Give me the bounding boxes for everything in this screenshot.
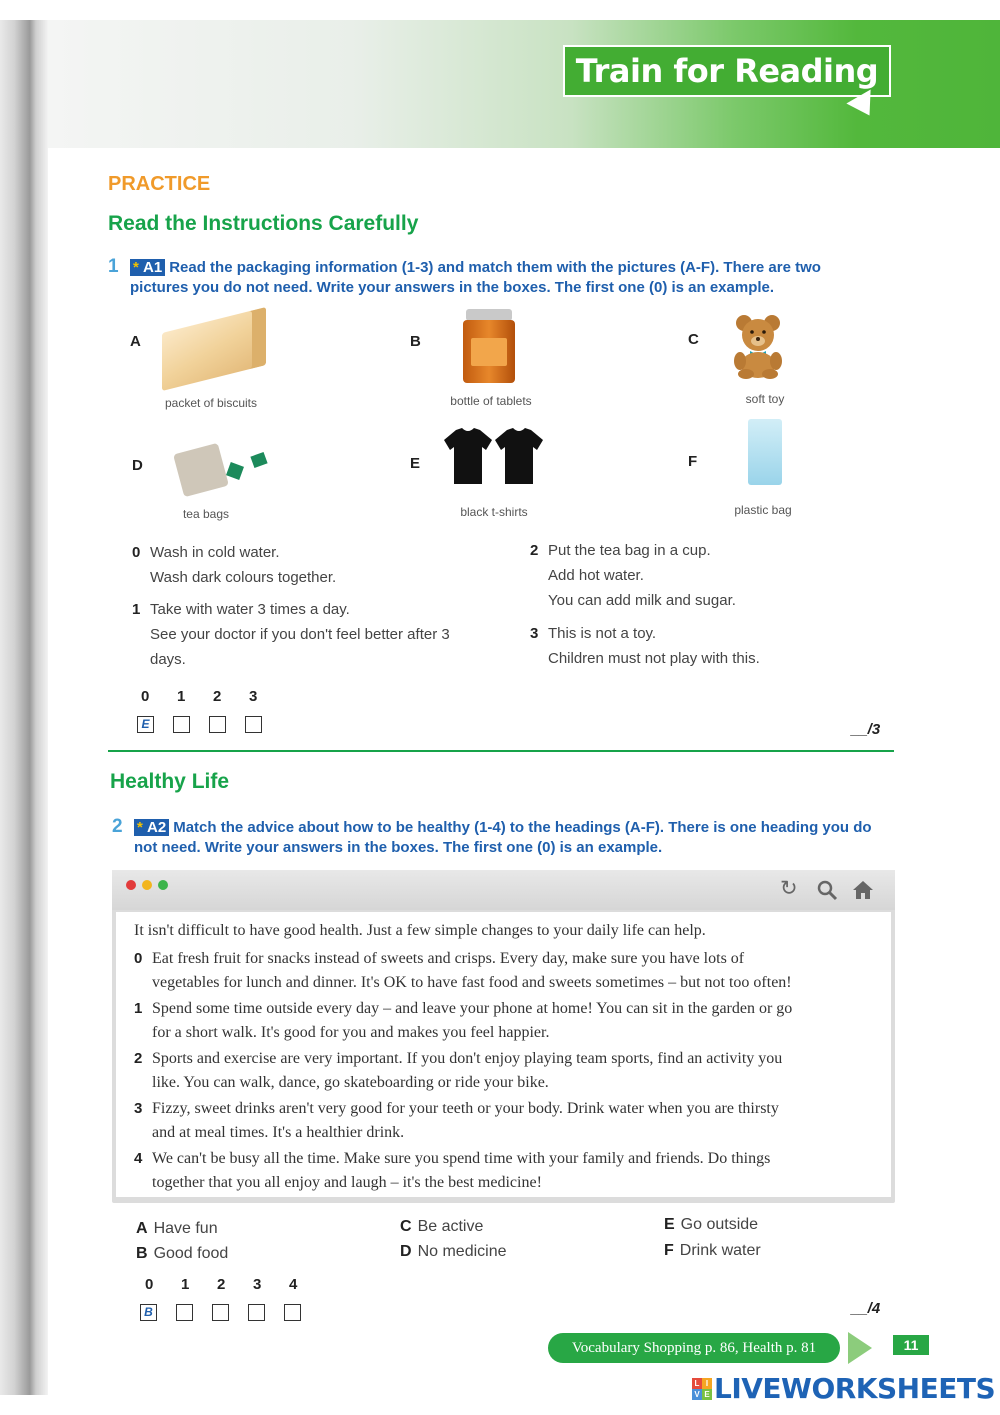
bottle-label	[471, 338, 507, 366]
page-top-margin	[0, 0, 1000, 20]
answer-box-1[interactable]	[176, 1304, 193, 1321]
picture-caption-d: tea bags	[182, 507, 230, 521]
advice-0: 0 Eat fresh fruit for snacks instead of sweets and crisps. Every day, make sure you have lots of vegetables for lunch and dinner. It's OK to have fast food and sweets sometimes – but not too often!	[134, 950, 792, 991]
biscuits-picture	[162, 307, 266, 391]
home-icon[interactable]	[852, 879, 874, 901]
advice-2: 2 Sports and exercise are very important. If you don't enjoy playing team sports, find an activity you like. You can walk, dance, go skateboarding or ride your bike.	[134, 1050, 783, 1091]
answer-box-1[interactable]	[173, 716, 190, 733]
section2-title: Healthy Life	[110, 770, 230, 793]
teddy-bear-picture	[728, 313, 788, 379]
heading-option-d: D No medicine	[400, 1243, 507, 1260]
picture-caption-f: plastic bag	[734, 503, 792, 517]
browser-toolbar	[112, 870, 895, 910]
heading-option-e: E Go outside	[664, 1216, 759, 1233]
task-number: 2	[112, 816, 123, 837]
answer-box-0: E	[137, 716, 154, 733]
vocabulary-reference: Vocabulary Shopping p. 86, Health p. 81	[548, 1333, 840, 1363]
picture-caption-a: packet of biscuits	[164, 396, 258, 410]
tea-bag-picture	[173, 443, 229, 497]
task-instruction: Read the packaging information (1-3) and match them with the pictures (A-F). There are two pictures you do not need. Write your answers in the boxes. The first one (0) is an example.	[130, 259, 821, 296]
page-binding-shadow	[0, 0, 48, 1395]
liveworksheets-logo-icon: L I V E	[692, 1378, 712, 1400]
refresh-icon[interactable]: ↻	[780, 876, 798, 900]
practice-label: PRACTICE	[108, 173, 211, 195]
section-divider	[108, 750, 894, 752]
picture-caption-b: bottle of tablets	[450, 394, 532, 408]
level-badge: * A1	[130, 259, 165, 276]
tea-bag-tag	[226, 462, 244, 480]
answer-box-3[interactable]	[248, 1304, 265, 1321]
tea-bag-tag	[250, 452, 267, 468]
picture-caption-c: soft toy	[745, 392, 785, 406]
section1-task	[108, 256, 865, 298]
task-instruction: Match the advice about how to be healthy (1-4) to the headings (A-F). There is one heading you do not need. Write your answers in the boxes. The first one (0) is an example.	[134, 819, 872, 856]
packaging-item-1: 1 Take with water 3 times a day. See your doctor if you don't feel better after 3 days.	[132, 601, 450, 668]
picture-letter-e: E	[410, 455, 421, 472]
answer-box-2[interactable]	[209, 716, 226, 733]
window-dot-green	[158, 880, 168, 890]
next-arrow-icon	[848, 1332, 872, 1364]
window-dot-yellow	[142, 880, 152, 890]
heading-option-b: B Good food	[136, 1245, 229, 1262]
picture-letter-d: D	[132, 457, 143, 474]
picture-letter-c: C	[688, 331, 699, 348]
packaging-item-2: 2 Put the tea bag in a cup. Add hot water. You can add milk and sugar.	[530, 542, 736, 609]
answer-box-4[interactable]	[284, 1304, 301, 1321]
task-number: 1	[108, 256, 119, 277]
heading-option-c: C Be active	[400, 1218, 484, 1235]
section2-task	[112, 816, 879, 858]
answer-box-2[interactable]	[212, 1304, 229, 1321]
article-body	[116, 912, 891, 1197]
search-icon[interactable]	[816, 879, 838, 901]
packaging-item-0: 0 Wash in cold water. Wash dark colours together.	[132, 544, 337, 586]
page-title: Train for Reading	[575, 52, 879, 90]
picture-letter-f: F	[688, 453, 698, 470]
advice-1: 1 Spend some time outside every day – and leave your phone at home! You can sit in the garden or go for a short walk. It's good for you and makes you feel happier.	[134, 1000, 793, 1041]
packaging-item-3: 3 This is not a toy. Children must not play with this.	[530, 625, 760, 667]
advice-4: 4 We can't be busy all the time. Make sure you spend time with your family and friends. Do things together that you all enjoy and laugh – it's the best medicine!	[134, 1150, 771, 1191]
page-number: 11	[893, 1335, 929, 1355]
heading-option-f: F Drink water	[664, 1242, 761, 1259]
picture-letter-b: B	[410, 333, 421, 350]
advice-3: 3 Fizzy, sweet drinks aren't very good for your teeth or your body. Drink water when you are thirsty and at meal times. It's a healthier drink.	[134, 1100, 779, 1141]
title-box	[563, 45, 891, 97]
score-1: __/3	[851, 721, 881, 738]
article-intro: It isn't difficult to have good health. Just a few simple changes to your daily life can help.	[134, 922, 706, 939]
level-badge: * A2	[134, 819, 169, 836]
answer-box-0: B	[140, 1304, 157, 1321]
picture-caption-e: black t-shirts	[460, 505, 528, 519]
browser-window	[112, 870, 895, 1203]
t-shirt-picture	[444, 428, 492, 484]
t-shirt-picture	[495, 428, 543, 484]
heading-option-a: A Have fun	[136, 1220, 218, 1237]
plastic-bag-picture	[748, 419, 782, 485]
score-2: __/4	[851, 1300, 881, 1317]
answer-box-3[interactable]	[245, 716, 262, 733]
picture-letter-a: A	[130, 333, 141, 350]
section1-title: Read the Instructions Carefully	[108, 212, 419, 235]
watermark: L I V E LIVEWORKSHEETS	[692, 1372, 995, 1405]
window-dot-red	[126, 880, 136, 890]
